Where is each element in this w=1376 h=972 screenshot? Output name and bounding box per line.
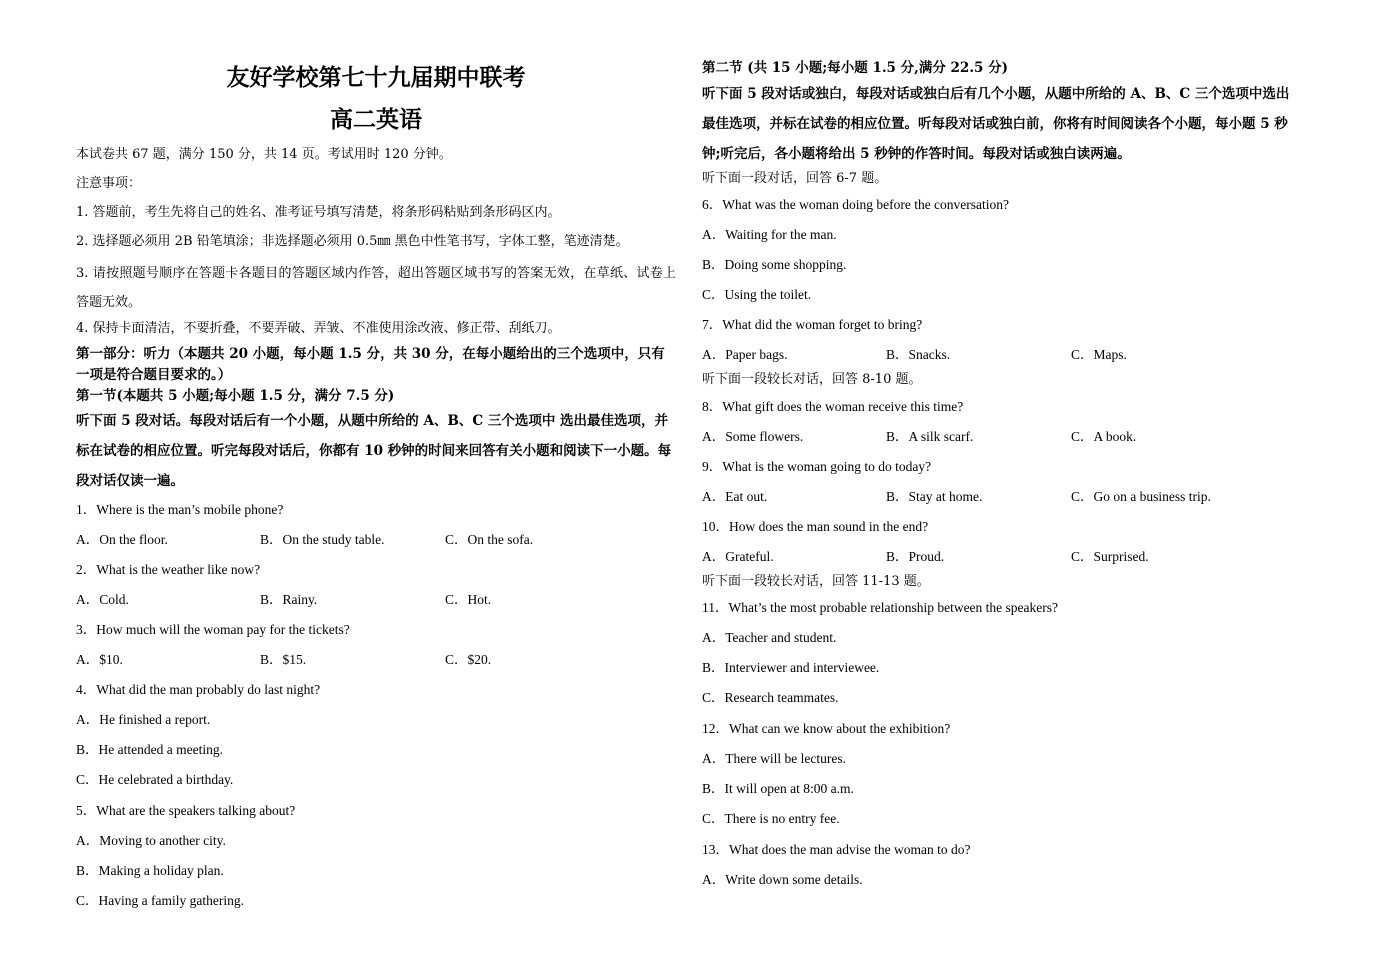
question-stem: 4．What did the man probably do last night? <box>76 682 321 697</box>
question-stem: 8．What gift does the woman receive this time? <box>702 399 964 414</box>
answer-option: B．Stay at home. <box>886 489 983 504</box>
answer-option: C．On the sofa. <box>445 532 534 547</box>
answer-option: B．He attended a meeting. <box>76 742 223 757</box>
answer-option: C．Maps. <box>1071 347 1127 362</box>
answer-option: A．Eat out. <box>702 489 768 504</box>
answer-option: C．$20. <box>445 652 492 667</box>
answer-option: A．Teacher and student. <box>702 630 837 645</box>
section2-instructions: 听下面 5 段对话或独白，每段对话或独白后有几个小题，从题中所给的 A、B、C 三个选项中选出最佳选项，并标在试卷的相应位置。听每段对话或独白前，你将有时间阅读各个小题，每小题 5 秒钟;听完后，各小题将给出 5 秒钟的作答时间。每段对话或独白读两遍。 <box>702 86 1290 162</box>
answer-option: A．Moving to another city. <box>76 833 226 848</box>
notice-item: 4. 保持卡面清洁，不要折叠，不要弄破、弄皱、不准使用涂改液、修正带、刮纸刀。 <box>76 321 561 336</box>
answer-option: B．Making a holiday plan. <box>76 863 224 878</box>
group-lead: 听下面一段较长对话，回答 8-10 题。 <box>702 372 922 387</box>
answer-option: A．Cold. <box>76 592 129 607</box>
exam-subtitle: 高二英语 <box>330 106 422 133</box>
answer-option: B．$15. <box>260 652 307 667</box>
question-stem: 3．How much will the woman pay for the tickets? <box>76 622 350 637</box>
answer-option: B．Proud. <box>886 549 945 564</box>
question-stem: 10．How does the man sound in the end? <box>702 519 929 534</box>
notice-item: 2. 选择题必须用 2B 铅笔填涂；非选择题必须用 0.5㎜ 黑色中性笔书写，字体工整，笔迹清楚。 <box>76 234 629 249</box>
question-stem: 9．What is the woman going to do today? <box>702 459 932 474</box>
answer-option: C．He celebrated a birthday. <box>76 772 234 787</box>
answer-option: A．Paper bags. <box>702 347 788 362</box>
answer-option: B．It will open at 8:00 a.m. <box>702 781 854 796</box>
answer-option: B．On the study table. <box>260 532 385 547</box>
question-stem: 6．What was the woman doing before the conversation? <box>702 197 1010 212</box>
answer-option: A．He finished a report. <box>76 712 211 727</box>
answer-option: C．There is no entry fee. <box>702 811 840 826</box>
answer-option: B．Interviewer and interviewee. <box>702 660 880 675</box>
answer-option: B．Doing some shopping. <box>702 257 847 272</box>
notice-label: 注意事项： <box>76 176 142 191</box>
answer-option: A．Grateful. <box>702 549 774 564</box>
answer-option: C．A book. <box>1071 429 1137 444</box>
answer-option: A．On the floor. <box>76 532 168 547</box>
question-stem: 12．What can we know about the exhibition? <box>702 721 951 736</box>
question-stem: 5．What are the speakers talking about? <box>76 803 296 818</box>
question-stem: 13．What does the man advise the woman to do? <box>702 842 971 857</box>
answer-option: C．Research teammates. <box>702 690 839 705</box>
question-stem: 7．What did the woman forget to bring? <box>702 317 923 332</box>
answer-option: C．Using the toilet. <box>702 287 812 302</box>
notice-item: 3. 请按照题号顺序在答题卡各题目的答题区域内作答，超出答题区域书写的答案无效，在草纸、试卷上答题无效。 <box>76 266 676 310</box>
answer-option: C．Go on a business trip. <box>1071 489 1211 504</box>
answer-option: C．Hot. <box>445 592 492 607</box>
answer-option: C．Having a family gathering. <box>76 893 244 908</box>
answer-option: B．A silk scarf. <box>886 429 974 444</box>
answer-option: A．Some flowers. <box>702 429 804 444</box>
answer-option: A．There will be lectures. <box>702 751 846 766</box>
question-stem: 11．What’s the most probable relationship between the speakers? <box>702 600 1059 615</box>
answer-option: C．Surprised. <box>1071 549 1149 564</box>
group-lead: 听下面一段较长对话，回答 11-13 题。 <box>702 574 930 589</box>
section2-heading: 第二节 (共 15 小题;每小题 1.5 分,满分 22.5 分) <box>702 60 1009 76</box>
section1-heading: 第一节(本题共 5 小题;每小题 1.5 分，满分 7.5 分) <box>76 388 395 404</box>
answer-option: A．Write down some details. <box>702 872 863 887</box>
notice-item: 1. 答题前，考生先将自己的姓名、准考证号填写清楚，将条形码粘贴到条形码区内。 <box>76 205 561 220</box>
section1-instructions: 听下面 5 段对话。每段对话后有一个小题，从题中所给的 A、B、C 三个选项中 选出最佳选项，并标在试卷的相应位置。听完每段对话后，你都有 10 秒钟的时间来回答有关小题和阅读下一小题。每段对话仅读一遍。 <box>76 413 672 489</box>
part1-heading: 第一部分：听力（本题共 20 小题，每小题 1.5 分，共 30 分，在每小题给出的三个选项中，只有一项是符合题目要求的。） <box>76 346 665 383</box>
answer-option: A．$10. <box>76 652 123 667</box>
exam-title: 友好学校第七十九届期中联考 <box>226 64 526 91</box>
intro-text: 本试卷共 67 题，满分 150 分，共 14 页。考试用时 120 分钟。 <box>76 147 452 162</box>
answer-option: B．Rainy. <box>260 592 318 607</box>
answer-option: A．Waiting for the man. <box>702 227 837 242</box>
question-stem: 2．What is the weather like now? <box>76 562 261 577</box>
group-lead: 听下面一段对话，回答 6-7 题。 <box>702 171 888 186</box>
question-stem: 1．Where is the man’s mobile phone? <box>76 502 284 517</box>
answer-option: B．Snacks. <box>886 347 951 362</box>
